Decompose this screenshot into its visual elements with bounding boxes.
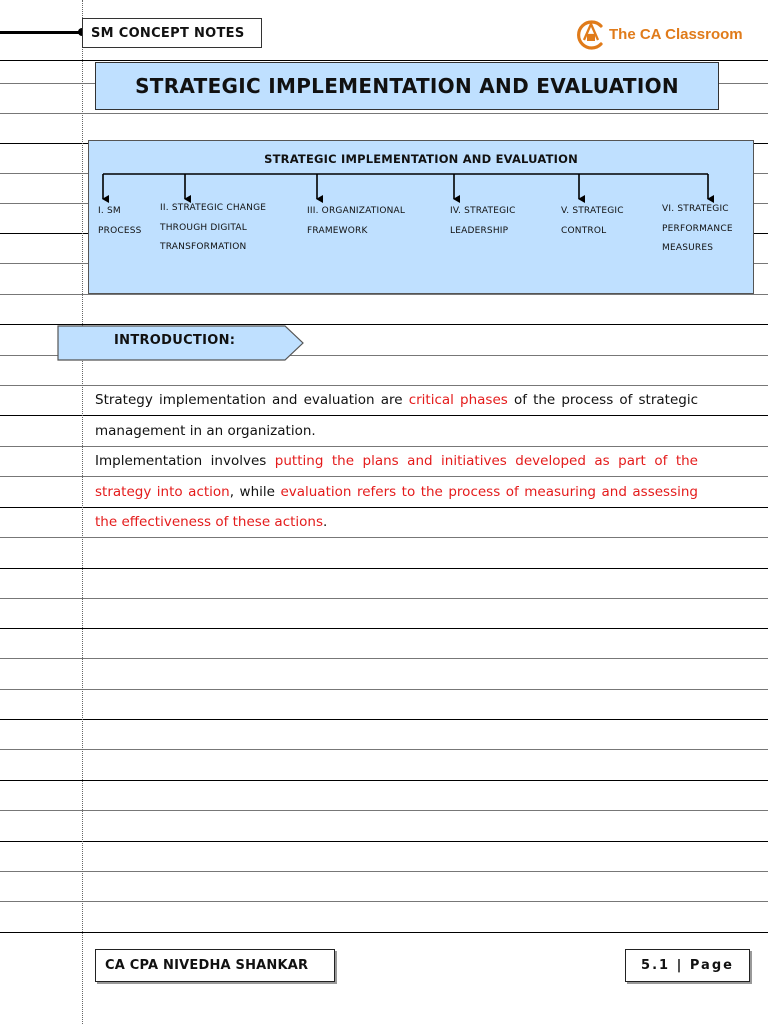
rule-line <box>0 60 768 61</box>
rule-line <box>0 810 768 811</box>
node-line: V. STRATEGIC <box>561 206 624 216</box>
highlight-text: critical phases <box>408 392 508 408</box>
rule-line <box>0 658 768 659</box>
page-number: 5.1 | Page <box>625 949 750 982</box>
rule-line <box>0 598 768 599</box>
rule-line <box>0 932 768 933</box>
node-line: PERFORMANCE <box>662 223 733 234</box>
highlight-text: putting the plans and initiatives developed as part of the strategy into action <box>95 453 698 500</box>
diagram-node-organizational-framework <box>307 202 405 241</box>
author-label: CA CPA NIVEDHA SHANKAR <box>95 949 335 982</box>
rule-line <box>0 780 768 781</box>
rule-line <box>0 871 768 872</box>
overview-diagram <box>88 140 754 294</box>
node-line: IV. STRATEGIC <box>450 206 516 216</box>
diagram-title: STRATEGIC IMPLEMENTATION AND EVALUATION <box>264 152 578 166</box>
diagram-node-strategic-control <box>561 202 624 241</box>
rule-line <box>0 841 768 842</box>
rule-line <box>0 749 768 750</box>
node-line: TRANSFORMATION <box>160 242 247 252</box>
node-line: PROCESS <box>98 225 142 236</box>
logo-text: The CA Classroom <box>609 25 743 43</box>
diagram-node-strategic-change <box>160 199 266 258</box>
text-run: Implementation involves <box>95 453 275 469</box>
diagram-node-strategic-leadership <box>450 202 516 241</box>
node-line: FRAMEWORK <box>307 225 368 236</box>
concept-notes-label: SM CONCEPT NOTES <box>82 18 262 48</box>
text-run: Strategy implementation and evaluation are <box>95 392 409 408</box>
rule-line <box>0 719 768 720</box>
header-rule <box>0 31 82 34</box>
node-line: LEADERSHIP <box>450 225 509 236</box>
diagram-node-performance-measures <box>662 200 733 259</box>
node-line: I. SM <box>98 206 121 216</box>
highlight-text: evaluation refers to the process of measuring and assessing the effectiveness of these actions <box>95 483 698 530</box>
rule-line <box>0 568 768 569</box>
text-run: , while <box>229 483 281 500</box>
rule-line <box>0 628 768 629</box>
brand-logo <box>575 17 743 51</box>
node-line: II. STRATEGIC CHANGE <box>160 203 267 213</box>
rule-line <box>0 113 768 114</box>
section-heading: INTRODUCTION: <box>114 333 236 348</box>
text-run: of the process of strategic management in an organization. <box>95 392 698 439</box>
node-line: MEASURES <box>662 243 714 253</box>
graduation-logo-icon <box>575 17 607 51</box>
margin-line <box>82 0 83 1024</box>
rule-line <box>0 901 768 902</box>
text-run: . <box>323 514 328 530</box>
node-line: CONTROL <box>561 225 607 236</box>
page-title-box <box>95 62 719 110</box>
section-heading-tag <box>57 325 305 361</box>
rule-line <box>0 689 768 690</box>
node-line: III. ORGANIZATIONAL <box>307 206 406 216</box>
page-title: STRATEGIC IMPLEMENTATION AND EVALUATION <box>135 74 679 98</box>
diagram-node-sm-process <box>98 202 142 241</box>
node-line: THROUGH DIGITAL <box>160 222 247 233</box>
node-line: VI. STRATEGIC <box>662 204 729 214</box>
intro-paragraph-2 <box>95 446 698 538</box>
intro-paragraph-1 <box>95 385 698 446</box>
